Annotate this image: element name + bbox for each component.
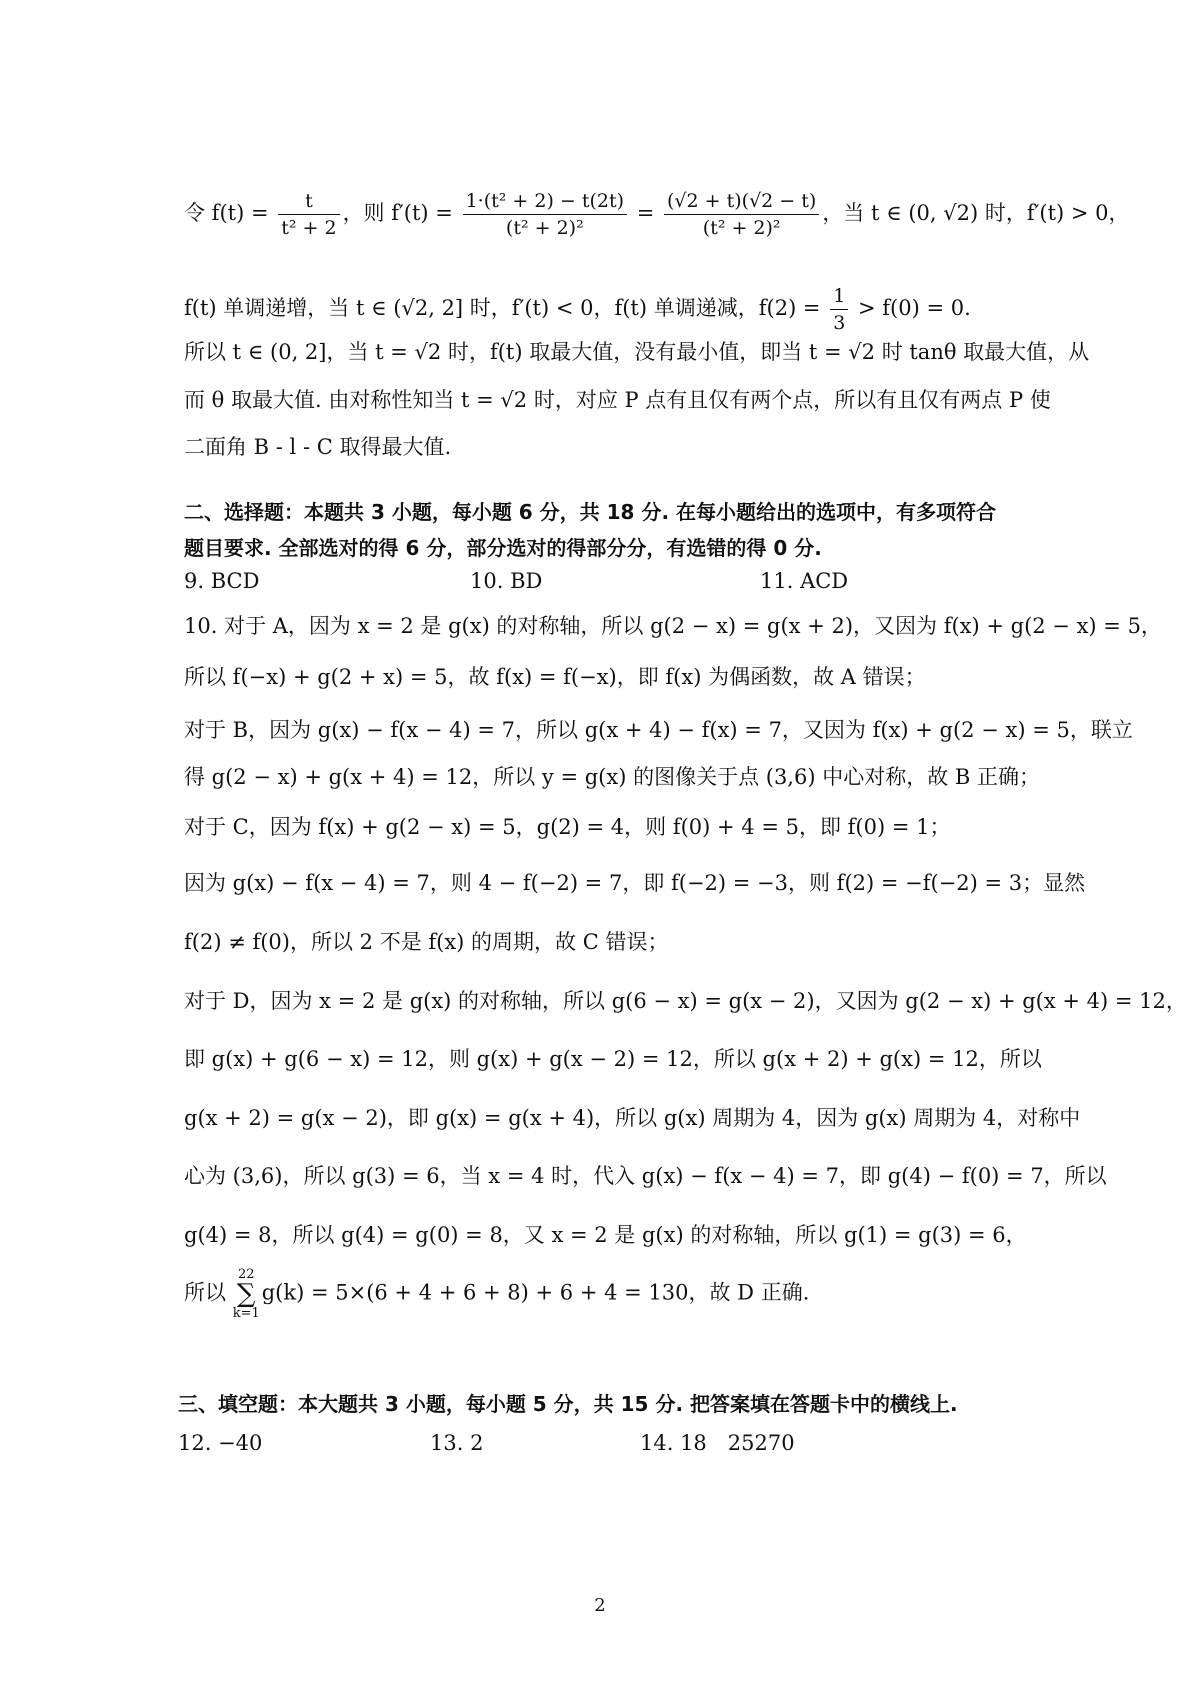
numerator: 1 [830,283,848,310]
text: ，当 t ∈ (0, √2) 时，f′(t) > 0， [822,201,1130,225]
section2-heading-line-1: 二、选择题：本题共 3 小题，每小题 6 分，共 18 分. 在每小题给出的选项中，有多项符合 [184,500,997,524]
solution10-line-3: 对于 B，因为 g(x) − f(x − 4) = 7，所以 g(x + 4) − f(x) = 7，又因为 f(x) + g(2 − x) = 5，联立 [184,718,1133,742]
page-number: 2 [594,1595,606,1616]
text: 令 f(t) = [184,201,276,225]
numerator: t [278,188,339,215]
section2-heading-line-2: 题目要求. 全部选对的得 6 分，部分选对的得部分分，有选错的得 0 分. [184,536,822,560]
solution10-line-11: 心为 (3,6)，所以 g(3) = 6，当 x = 4 时，代入 g(x) − f(x − 4) = 7，即 g(4) − f(0) = 7，所以 [184,1164,1107,1188]
fraction-ft [278,188,339,241]
fraction-derivative [463,188,627,241]
text: = [630,201,661,225]
solution8-line-1 [184,188,1130,241]
answer-11: 11. ACD [760,569,849,593]
denominator: (t² + 2)² [702,217,781,239]
solution10-line-4: 得 g(2 − x) + g(x + 4) = 12，所以 y = g(x) 的图像关于点 (3,6) 中心对称，故 B 正确； [184,765,1040,789]
solution10-line-9: 即 g(x) + g(6 − x) = 12，则 g(x) + g(x − 2) = 12，所以 g(x + 2) + g(x) = 12，所以 [184,1047,1042,1071]
fraction-one-third [830,283,848,336]
denominator: t² + 2 [281,217,337,239]
answer-10: 10. BD [470,569,543,593]
solution8-line-3: 所以 t ∈ (0, 2]，当 t = √2 时，f(t) 取最大值，没有最小值，即当 t = √2 时 tanθ 取最大值，从 [184,340,1090,364]
fraction-factored [664,188,819,241]
solution10-line-10: g(x + 2) = g(x − 2)，即 g(x) = g(x + 4)，所以 g(x) 周期为 4，因为 g(x) 周期为 4，对称中 [184,1106,1081,1130]
numerator: (√2 + t)(√2 − t) [664,188,819,215]
solution8-line-4: 而 θ 取最大值. 由对称性知当 t = √2 时，对应 P 点有且仅有两个点，所以有且仅有两点 P 使 [184,388,1051,412]
summation [233,1268,260,1320]
answer-12: 12. −40 [178,1431,263,1455]
answer-14: 14. 18 25270 [640,1431,795,1455]
answer-9: 9. BCD [184,569,260,593]
solution10-line-12: g(4) = 8，所以 g(4) = g(0) = 8，又 x = 2 是 g(x) 的对称轴，所以 g(1) = g(3) = 6， [184,1223,1027,1247]
solution8-line-5: 二面角 B - l - C 取得最大值. [184,435,452,459]
text: g(k) = 5×(6 + 4 + 6 + 8) + 6 + 4 = 130，故 D 正确. [261,1280,810,1305]
text: f(t) 单调递增，当 t ∈ (√2, 2] 时，f′(t) < 0，f(t) 单调递减，f(2) = [184,296,828,320]
sum-lower-limit: k=1 [232,1306,260,1321]
numerator: 1·(t² + 2) − t(2t) [463,188,627,215]
solution8-line-2 [184,283,971,336]
section3-heading: 三、填空题：本大题共 3 小题，每小题 5 分，共 15 分. 把答案填在答题卡中的横线上. [178,1392,958,1416]
sum-symbol: ∑ [236,1279,256,1309]
denominator: (t² + 2)² [505,217,584,239]
solution10-line-7: f(2) ≠ f(0)，所以 2 不是 f(x) 的周期，故 C 错误； [184,930,669,954]
text: 所以 [184,1280,233,1305]
solution10-line-6: 因为 g(x) − f(x − 4) = 7，则 4 − f(−2) = 7，即 f(−2) = −3，则 f(2) = −f(−2) = 3；显然 [184,871,1086,895]
answer-13: 13. 2 [430,1431,484,1455]
text: > f(0) = 0. [851,296,971,320]
sum-upper-limit: 22 [237,1267,255,1282]
text: ，则 f′(t) = [342,201,460,225]
solution10-line-1: 10. 对于 A，因为 x = 2 是 g(x) 的对称轴，所以 g(2 − x) = g(x + 2)，又因为 f(x) + g(2 − x) = 5， [184,614,1162,638]
solution10-line-5: 对于 C，因为 f(x) + g(2 − x) = 5，g(2) = 4，则 f(0) + 4 = 5，即 f(0) = 1； [184,815,951,839]
solution10-line-2: 所以 f(−x) + g(2 + x) = 5，故 f(x) = f(−x)，即 f(x) 为偶函数，故 A 错误； [184,665,926,689]
solution10-line-13 [184,1268,809,1320]
solution10-line-8: 对于 D，因为 x = 2 是 g(x) 的对称轴，所以 g(6 − x) = g(x − 2)，又因为 g(2 − x) + g(x + 4) = 12， [184,989,1187,1013]
denominator: 3 [833,312,846,334]
